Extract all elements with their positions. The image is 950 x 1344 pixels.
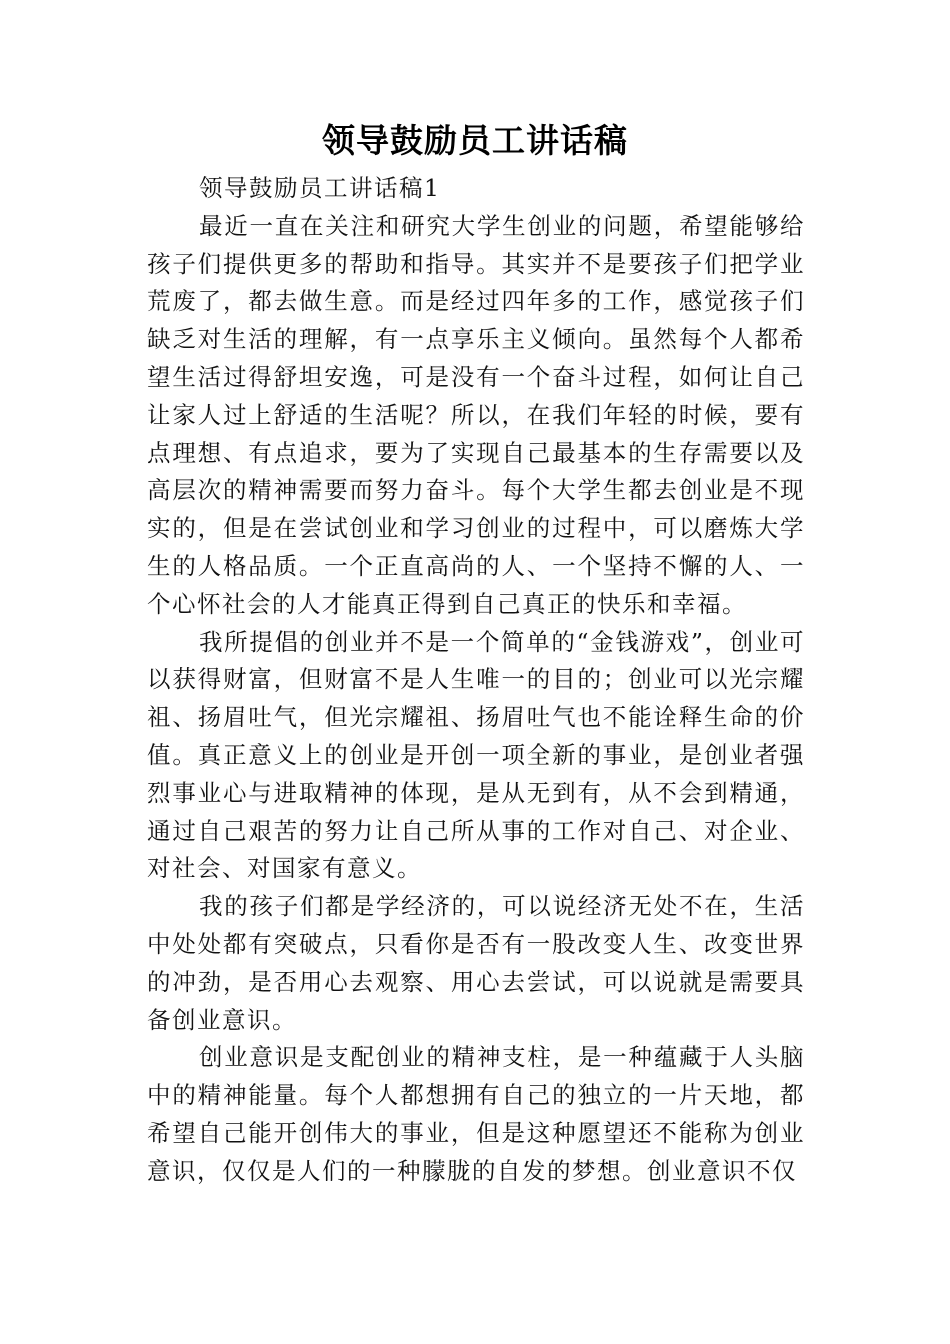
paragraph-4: 创业意识是支配创业的精神支柱，是一种蕴藏于人头脑中的精神能量。每个人都想拥有自己的独立的一片天地，都希望自己能开创伟大的事业，但是这种愿望还不能称为创业意识，仅仅是人们的一种朦胧的自发的梦想。创业意识不仅 [147,1043,805,1185]
document-title: 领导鼓励员工讲话稿 [322,121,628,160]
section-heading: 领导鼓励员工讲话稿1 [199,174,441,202]
paragraph-2: 我所提倡的创业并不是一个简单的“金钱游戏”，创业可以获得财富，但财富不是人生唯一的目的；创业可以光宗耀祖、扬眉吐气，但光宗耀祖、扬眉吐气也不能诠释生命的价值。真正意义上的创业是开创一项全新的事业，是创业者强烈事业心与进取精神的体现，是从无到有，从不会到精通，通过自己艰苦的努力让自己所从事的工作对自己、对企业、对社会、对国家有意义。 [147,627,805,883]
paragraph-3: 我的孩子们都是学经济的，可以说经济无处不在，生活中处处都有突破点，只看你是否有一股改变人生、改变世界的冲劲，是否用心去观察、用心去尝试，可以说就是需要具备创业意识。 [147,892,805,1034]
paragraph-1: 最近一直在关注和研究大学生创业的问题，希望能够给孩子们提供更多的帮助和指导。其实并不是要孩子们把学业荒废了，都去做生意。而是经过四年多的工作，感觉孩子们缺乏对生活的理解，有一点享乐主义倾向。虽然每个人都希望生活过得舒坦安逸，可是没有一个奋斗过程，如何让自己让家人过上舒适的生活呢？所以，在我们年轻的时候，要有点理想、有点追求，要为了实现自己最基本的生存需要以及高层次的精神需要而努力奋斗。每个大学生都去创业是不现实的，但是在尝试创业和学习创业的过程中，可以磨炼大学生的人格品质。一个正直高尚的人、一个坚持不懈的人、一个心怀社会的人才能真正得到自己真正的快乐和幸福。 [147,211,805,618]
document-body [147,170,805,1191]
